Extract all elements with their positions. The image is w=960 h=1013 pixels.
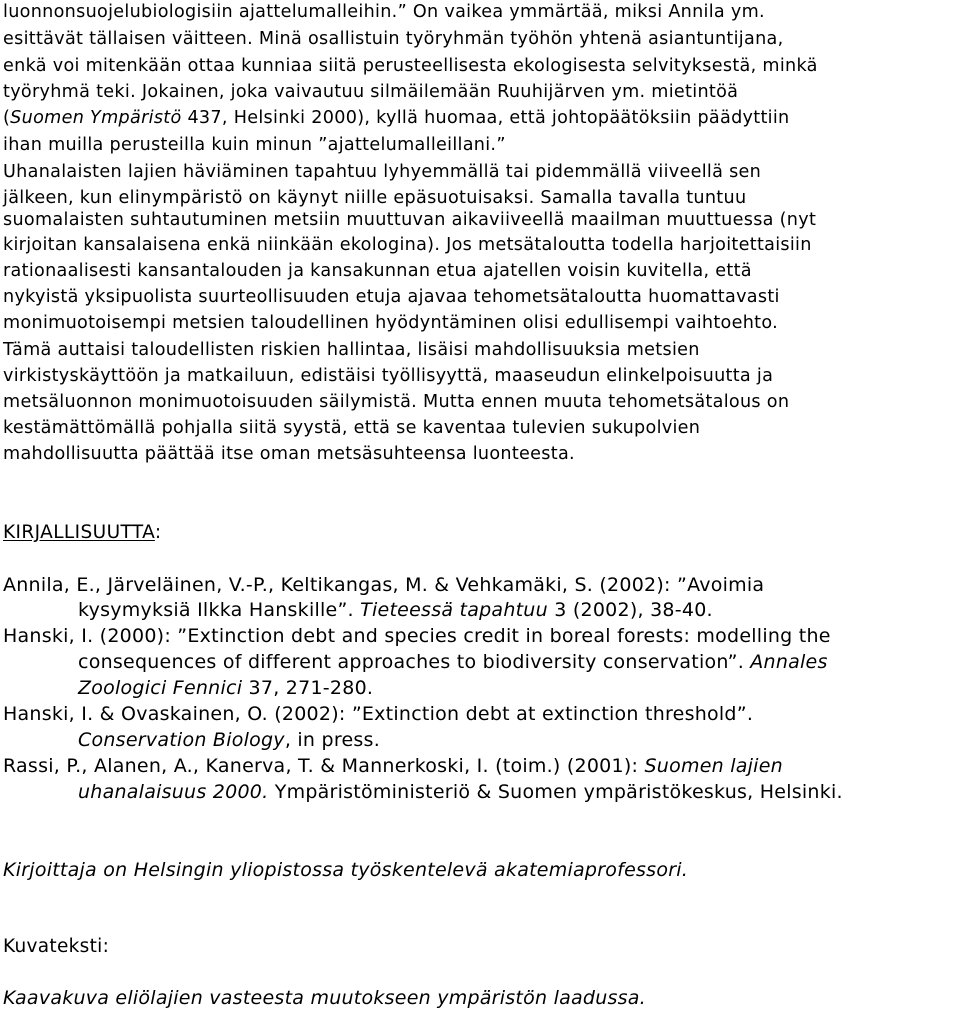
reference-line: Annila, E., Järveläinen, V.-P., Keltikangas, M. & Vehkamäki, S. (2002): ”Avoimia bbox=[3, 574, 765, 596]
paragraph-line: monimuotoisempi metsien taloudellinen hyödyntäminen olisi edullisempi vaihtoehto. bbox=[3, 313, 779, 333]
paragraph-line: suomalaisten suhtautuminen metsiin muuttuvan aikaviiveellä maailman muuttuessa (nyt bbox=[3, 210, 817, 230]
paragraph-line: luonnonsuojelubiologisiin ajattelumalleihin.” On vaikea ymmärtää, miksi Annila ym. bbox=[3, 2, 765, 22]
reference-line bbox=[78, 780, 843, 804]
reference-line bbox=[78, 728, 380, 752]
reference-text: 3 (2002), 38-40. bbox=[547, 599, 713, 621]
references-heading-colon: : bbox=[154, 522, 162, 543]
reference-line: Hanski, I. & Ovaskainen, O. (2002): ”Extinction debt at extinction threshold”. bbox=[3, 703, 754, 725]
paragraph-line: työryhmä teki. Jokainen, joka vaivautuu silmäilemään Ruuhijärven ym. mietintöä bbox=[3, 82, 739, 102]
reference-text: Ympäristöministeriö & Suomen ympäristökeskus, Helsinki. bbox=[268, 781, 843, 803]
paragraph-line: kestämättömällä pohjalla siitä syystä, että se kaventaa tulevien sukupolvien bbox=[3, 418, 701, 438]
paragraph-line: enkä voi mitenkään ottaa kunniaa siitä perusteellisesta ekologisesta selvityksestä, minkä bbox=[3, 56, 818, 76]
reference-line bbox=[78, 650, 828, 674]
paragraph-line: kirjoitan kansalaisena enkä niinkään ekologina). Jos metsätaloutta todella harjoitettaisiin bbox=[3, 235, 812, 255]
references-heading bbox=[3, 521, 162, 545]
book-title: Suomen lajien bbox=[644, 755, 783, 777]
reference-line: Hanski, I. (2000): ”Extinction debt and species credit in boreal forests: modelling the bbox=[3, 625, 831, 647]
reference-text: , in press. bbox=[284, 729, 380, 751]
paragraph-line: jälkeen, kun elinympäristö on käynyt niille epäsuotuisaksi. Samalla tavalla tuntuu bbox=[3, 188, 747, 208]
journal-title: Conservation Biology bbox=[78, 729, 285, 751]
paragraph-line: Tämä auttaisi taloudellisten riskien hallintaa, lisäisi mahdollisuuksia metsien bbox=[3, 340, 700, 360]
journal-title: Annales bbox=[750, 651, 828, 673]
paragraph-text: 437, Helsinki 2000), kyllä huomaa, että johtopäätöksiin päädyttiin bbox=[181, 108, 790, 128]
reference-text: 37, 271-280. bbox=[242, 677, 374, 699]
author-note: Kirjoittaja on Helsingin yliopistossa työskentelevä akatemiaprofessori. bbox=[3, 859, 689, 881]
paragraph-line: virkistyskäyttöön ja matkailuun, edistäisi työllisyyttä, maaseudun elinkelpoisuutta ja bbox=[3, 366, 774, 386]
reference-line bbox=[78, 676, 373, 700]
reference-text: kysymyksiä Ilkka Hanskille”. bbox=[78, 599, 361, 621]
publication-title: Suomen Ympäristö bbox=[10, 108, 182, 128]
reference-text: consequences of different approaches to biodiversity conservation”. bbox=[78, 651, 751, 673]
paragraph-line: esittävät tällaisen väitteen. Minä osallistuin työryhmän työhön yhtenä asiantuntijana, bbox=[3, 29, 784, 49]
reference-text: Rassi, P., Alanen, A., Kanerva, T. & Mannerkoski, I. (toim.) (2001): bbox=[3, 755, 645, 777]
paragraph-line: nykyistä yksipuolista suurteollisuuden etuja ajavaa tehometsätaloutta huomattavasti bbox=[3, 287, 780, 307]
paragraph-line: mahdollisuutta päättää itse oman metsäsuhteensa luonteesta. bbox=[3, 444, 575, 464]
paragraph-text: ( bbox=[3, 108, 11, 128]
paragraph-line: Uhanalaisten lajien häviäminen tapahtuu lyhyemmällä tai pidemmällä viiveellä sen bbox=[3, 162, 762, 182]
journal-title: Tieteessä tapahtuu bbox=[360, 599, 548, 621]
book-title: uhanalaisuus 2000. bbox=[78, 781, 269, 803]
references-heading-text: KIRJALLISUUTTA bbox=[3, 522, 155, 543]
paragraph-line: rationaalisesti kansantalouden ja kansakunnan etua ajatellen voisin kuvitella, että bbox=[3, 261, 752, 281]
paragraph-line: ihan muilla perusteilla kuin minun ”ajattelumalleillani.” bbox=[3, 135, 506, 155]
paragraph-line: metsäluonnon monimuotoisuuden säilymistä. Mutta ennen muuta tehometsätalous on bbox=[3, 392, 790, 412]
paragraph-line bbox=[3, 106, 789, 130]
caption-text: Kaavakuva eliölajien vasteesta muutokseen ympäristön laadussa. bbox=[3, 987, 646, 1009]
caption-label: Kuvateksti: bbox=[3, 936, 110, 957]
reference-line bbox=[3, 754, 783, 778]
reference-line bbox=[78, 598, 713, 622]
journal-title: Zoologici Fennici bbox=[78, 677, 243, 699]
